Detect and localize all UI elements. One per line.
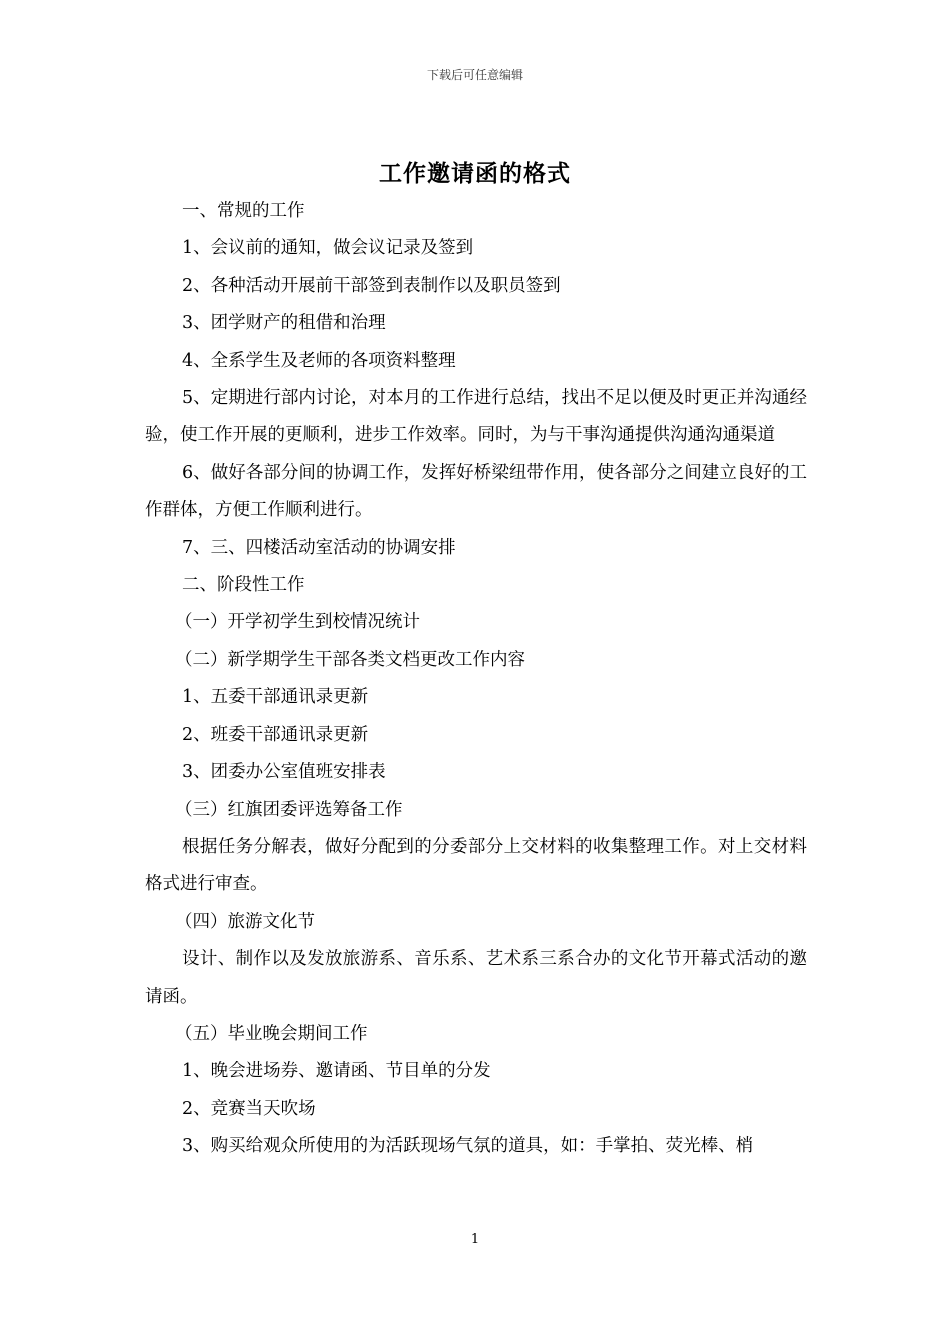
list-item: 5、定期进行部内讨论，对本月的工作进行总结，找出不足以便及时更正并沟通经验，使工作开展的更顺利，进步工作效率。同时，为与干事沟通提供沟通沟通渠道 xyxy=(145,388,807,446)
list-item: 2、班委干部通讯录更新 xyxy=(182,724,369,745)
subsection-heading: （四）旅游文化节 xyxy=(175,911,315,932)
list-item: 2、竞赛当天吹场 xyxy=(182,1098,316,1119)
header-note: 下载后可任意编辑 xyxy=(426,68,523,82)
subsection-heading: （三）红旗团委评选筹备工作 xyxy=(175,799,403,820)
section-heading-phase-work: 二、阶段性工作 xyxy=(182,575,305,596)
body-paragraph: 根据任务分解表，做好分配到的分委部分上交材料的收集整理工作。对上交材料格式进行审查。 xyxy=(145,836,807,895)
list-item: 1、晚会进场券、邀请函、节目单的分发 xyxy=(182,1061,491,1082)
document-body xyxy=(145,193,807,1166)
page-number: 1 xyxy=(470,1232,480,1247)
list-item: 2、各种活动开展前干部签到表制作以及职员签到 xyxy=(182,275,561,296)
subsection-heading: （二）新学期学生干部各类文档更改工作内容 xyxy=(175,649,525,670)
subsection-heading: （五）毕业晚会期间工作 xyxy=(175,1023,368,1044)
section-heading-routine-work: 一、常规的工作 xyxy=(182,201,305,221)
body-paragraph: 设计、制作以及发放旅游系、音乐系、艺术系三系合办的文化节开幕式活动的邀请函。 xyxy=(145,949,807,1007)
list-item: 6、做好各部分间的协调工作，发挥好桥梁纽带作用，使各部分之间建立良好的工作群体，方便工作顺利进行。 xyxy=(145,462,807,521)
subsection-heading: （一）开学初学生到校情况统计 xyxy=(175,612,420,633)
list-item: 7、三、四楼活动室活动的协调安排 xyxy=(182,537,456,558)
list-item: 3、团委办公室值班安排表 xyxy=(182,762,386,783)
list-item: 1、五委干部通讯录更新 xyxy=(182,687,369,708)
list-item: 3、购买给观众所使用的为活跃现场气氛的道具，如：手掌拍、荧光棒、梢 xyxy=(182,1136,754,1157)
list-item: 3、团学财产的租借和治理 xyxy=(182,313,386,334)
list-item: 1、会议前的通知，做会议记录及签到 xyxy=(182,238,474,259)
page-title: 工作邀请函的格式 xyxy=(379,160,571,187)
list-item: 4、全系学生及老师的各项资料整理 xyxy=(182,350,456,371)
